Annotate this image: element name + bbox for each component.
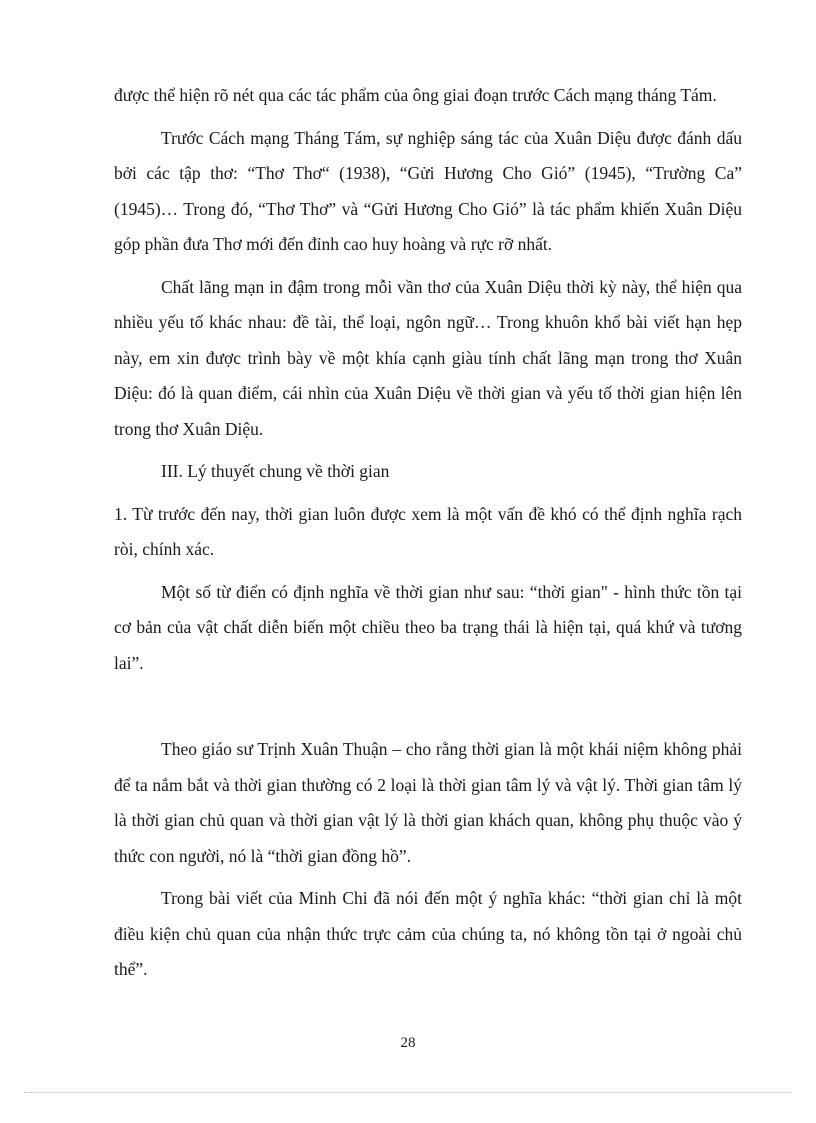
- document-body: [114, 78, 742, 988]
- paragraph-works: Trước Cách mạng Tháng Tám, sự nghiệp sáng tác của Xuân Diệu được đánh dấu bởi các tập thơ: “Thơ Thơ“ (1938), “Gửi Hương Cho Gió” (1945), “Trường Ca” (1945)… Trong đó, “Thơ Thơ” và “Gửi Hương Cho Gió” là tác phẩm khiến Xuân Diệu góp phần đưa Thơ mới đến đỉnh cao huy hoàng và rực rỡ nhất.: [114, 127, 742, 254]
- bottom-divider: [24, 1092, 792, 1093]
- paragraph-definition-intro: 1. Từ trước đến nay, thời gian luôn được xem là một vấn đề khó có thể định nghĩa rạch ròi, chính xác.: [114, 503, 742, 559]
- paragraph-dictionary: Một số từ điển có định nghĩa về thời gian như sau: “thời gian" - hình thức tồn tại cơ bản của vật chất diễn biến một chiều theo ba trạng thái là hiện tại, quá khứ và tương lai”.: [114, 581, 742, 673]
- paragraph-trinh-xuan-thuan: Theo giáo sư Trịnh Xuân Thuận – cho rằng thời gian là một khái niệm không phải để ta nắm bắt và thời gian thường có 2 loại là thời gian tâm lý và vật lý. Thời gian tâm lý là thời gian chủ quan và thời gian vật lý là thời gian khách quan, không phụ thuộc vào ý thức con người, nó là “thời gian đồng hồ”.: [114, 739, 742, 866]
- page-number: 28: [400, 1035, 416, 1051]
- section-heading: III. Lý thuyết chung về thời gian: [161, 461, 390, 481]
- paragraph-continuation: được thể hiện rõ nét qua các tác phẩm của ông giai đoạn trước Cách mạng tháng Tám.: [114, 85, 717, 105]
- paragraph-minh-chi: Trong bài viết của Minh Chi đã nói đến một ý nghĩa khác: “thời gian chỉ là một điều kiện chủ quan của nhận thức trực cảm của chúng ta, nó không tồn tại ở ngoài chủ thể”.: [114, 888, 742, 979]
- paragraph-romanticism: Chất lãng mạn in đậm trong mỗi vần thơ của Xuân Diệu thời kỳ này, thể hiện qua nhiều yếu tố khác nhau: đề tài, thể loại, ngôn ngữ… Trong khuôn khổ bài viết hạn hẹp này, em xin được trình bày về một khía cạnh giàu tính chất lãng mạn trong thơ Xuân Diệu: đó là quan điểm, cái nhìn của Xuân Diệu về thời gian và yếu tố thời gian hiện lên trong thơ Xuân Diệu.: [114, 276, 742, 439]
